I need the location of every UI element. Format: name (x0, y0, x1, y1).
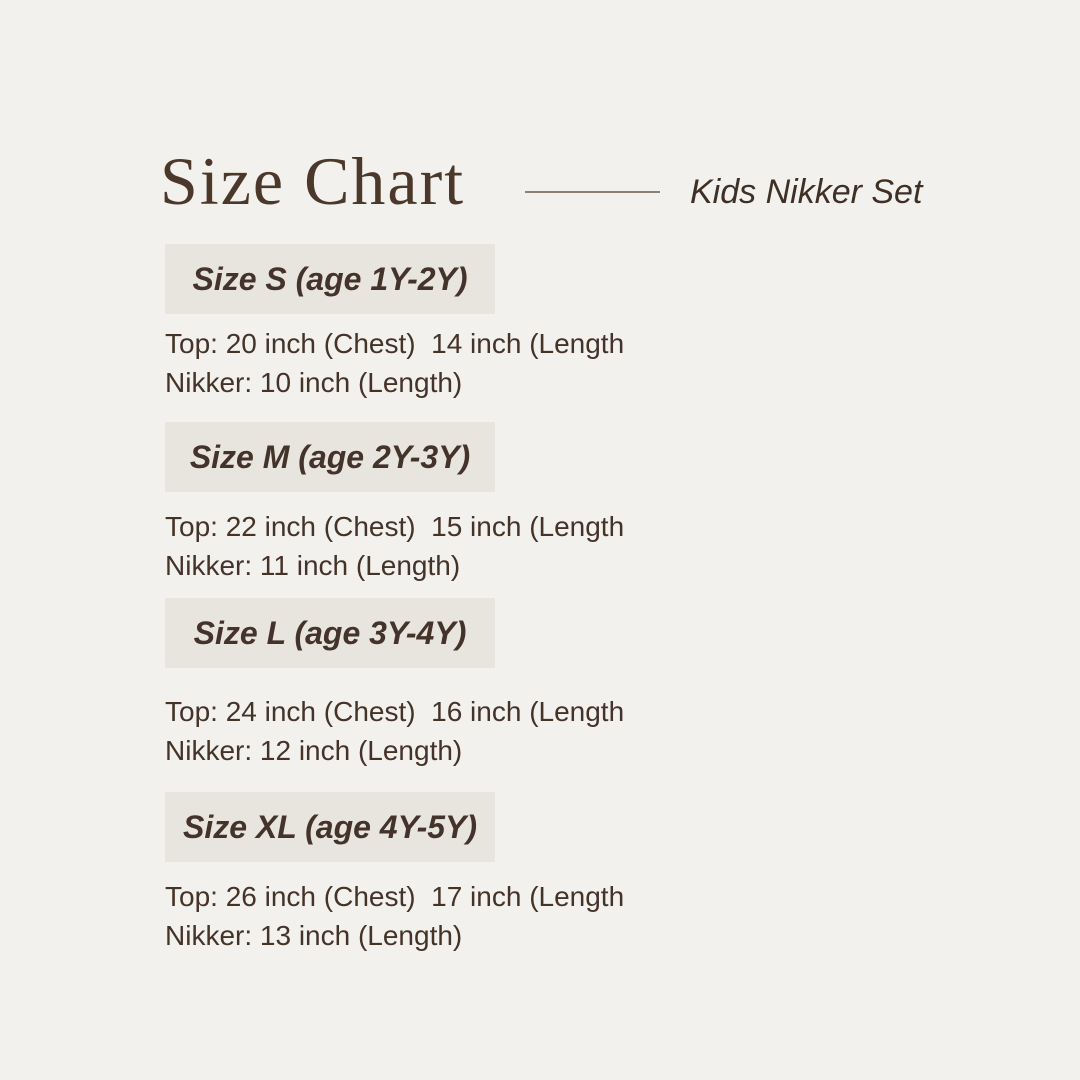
size-l-label-badge (165, 598, 495, 668)
size-m-label-badge (165, 422, 495, 492)
size-s-nikker-measurement: Nikker: 10 inch (Length) (165, 367, 463, 398)
page-title: Size Chart (160, 143, 466, 219)
size-xl-label: Size XL (age 4Y-5Y) (182, 808, 478, 845)
size-l-measurements (165, 692, 785, 770)
size-s-top-measurement: Top: 20 inch (Chest) 14 inch (Length (165, 328, 625, 359)
size-s-label: Size S (age 1Y-2Y) (192, 260, 468, 297)
title-divider (525, 191, 660, 193)
size-s-label-badge (165, 244, 495, 314)
size-l-label: Size L (age 3Y-4Y) (193, 614, 467, 651)
size-xl-top-measurement: Top: 26 inch (Chest) 17 inch (Length (165, 881, 625, 912)
size-xl-measurements (165, 877, 785, 955)
size-m-measurements (165, 507, 785, 585)
product-name: Kids Nikker Set (690, 173, 923, 211)
size-xl-nikker-measurement: Nikker: 13 inch (Length) (165, 920, 463, 951)
size-m-label: Size M (age 2Y-3Y) (189, 438, 471, 475)
size-l-top-measurement: Top: 24 inch (Chest) 16 inch (Length (165, 696, 625, 727)
size-m-nikker-measurement: Nikker: 11 inch (Length) (165, 550, 461, 581)
size-l-nikker-measurement: Nikker: 12 inch (Length) (165, 735, 463, 766)
size-xl-label-badge (165, 792, 495, 862)
size-s-measurements (165, 324, 785, 402)
size-m-top-measurement: Top: 22 inch (Chest) 15 inch (Length (165, 511, 625, 542)
